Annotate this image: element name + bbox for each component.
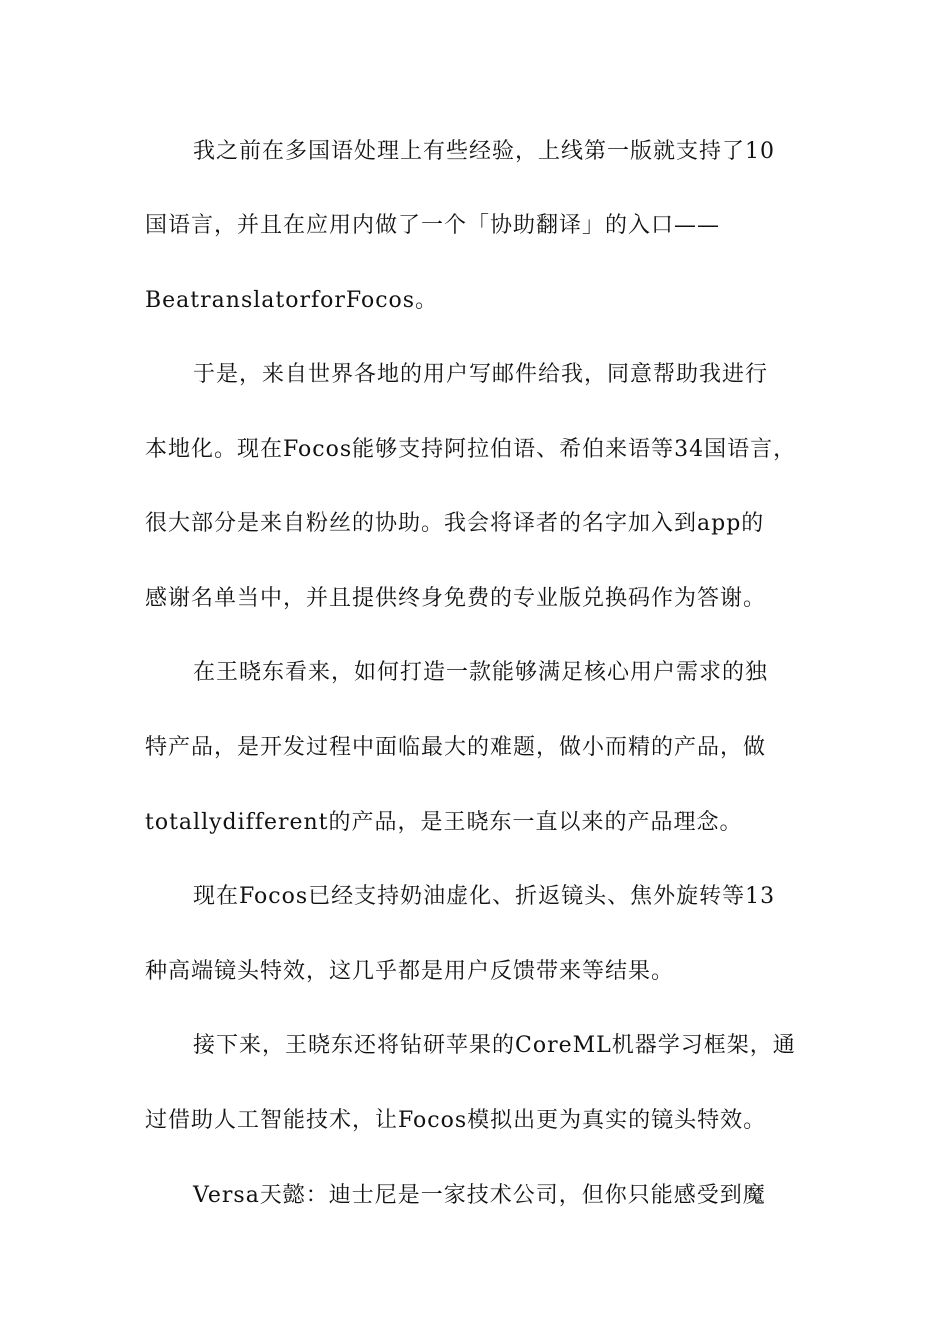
- text-line: BeatranslatorforFocos。: [145, 288, 439, 313]
- text-line: 本地化。现在Focos能够支持阿拉伯语、希伯来语等34国语言，: [145, 437, 797, 462]
- text-line: 接下来，王晓东还将钻研苹果的CoreML机器学习框架，通: [193, 1033, 796, 1058]
- text-line: 特产品，是开发过程中面临最大的难题，做小而精的产品，做: [145, 735, 767, 760]
- text-line: 国语言，并且在应用内做了一个「协助翻译」的入口——: [145, 213, 721, 238]
- text-line: 我之前在多国语处理上有些经验，上线第一版就支持了10: [193, 139, 775, 164]
- text-line: 于是，来自世界各地的用户写邮件给我，同意帮助我进行: [193, 362, 769, 387]
- text-line: Versa天懿：迪士尼是一家技术公司，但你只能感受到魔: [193, 1183, 766, 1208]
- text-line: 在王晓东看来，如何打造一款能够满足核心用户需求的独: [193, 660, 769, 685]
- text-line: totallydifferent的产品，是王晓东一直以来的产品理念。: [145, 810, 743, 835]
- text-line: 现在Focos已经支持奶油虚化、折返镜头、焦外旋转等13: [193, 884, 776, 909]
- text-line: 过借助人工智能技术，让Focos模拟出更为真实的镜头特效。: [145, 1108, 767, 1133]
- text-line: 种高端镜头特效，这几乎都是用户反馈带来等结果。: [145, 959, 675, 984]
- text-line: 很大部分是来自粉丝的协助。我会将译者的名字加入到app的: [145, 511, 765, 536]
- text-line: 感谢名单当中，并且提供终身免费的专业版兑换码作为答谢。: [145, 586, 767, 611]
